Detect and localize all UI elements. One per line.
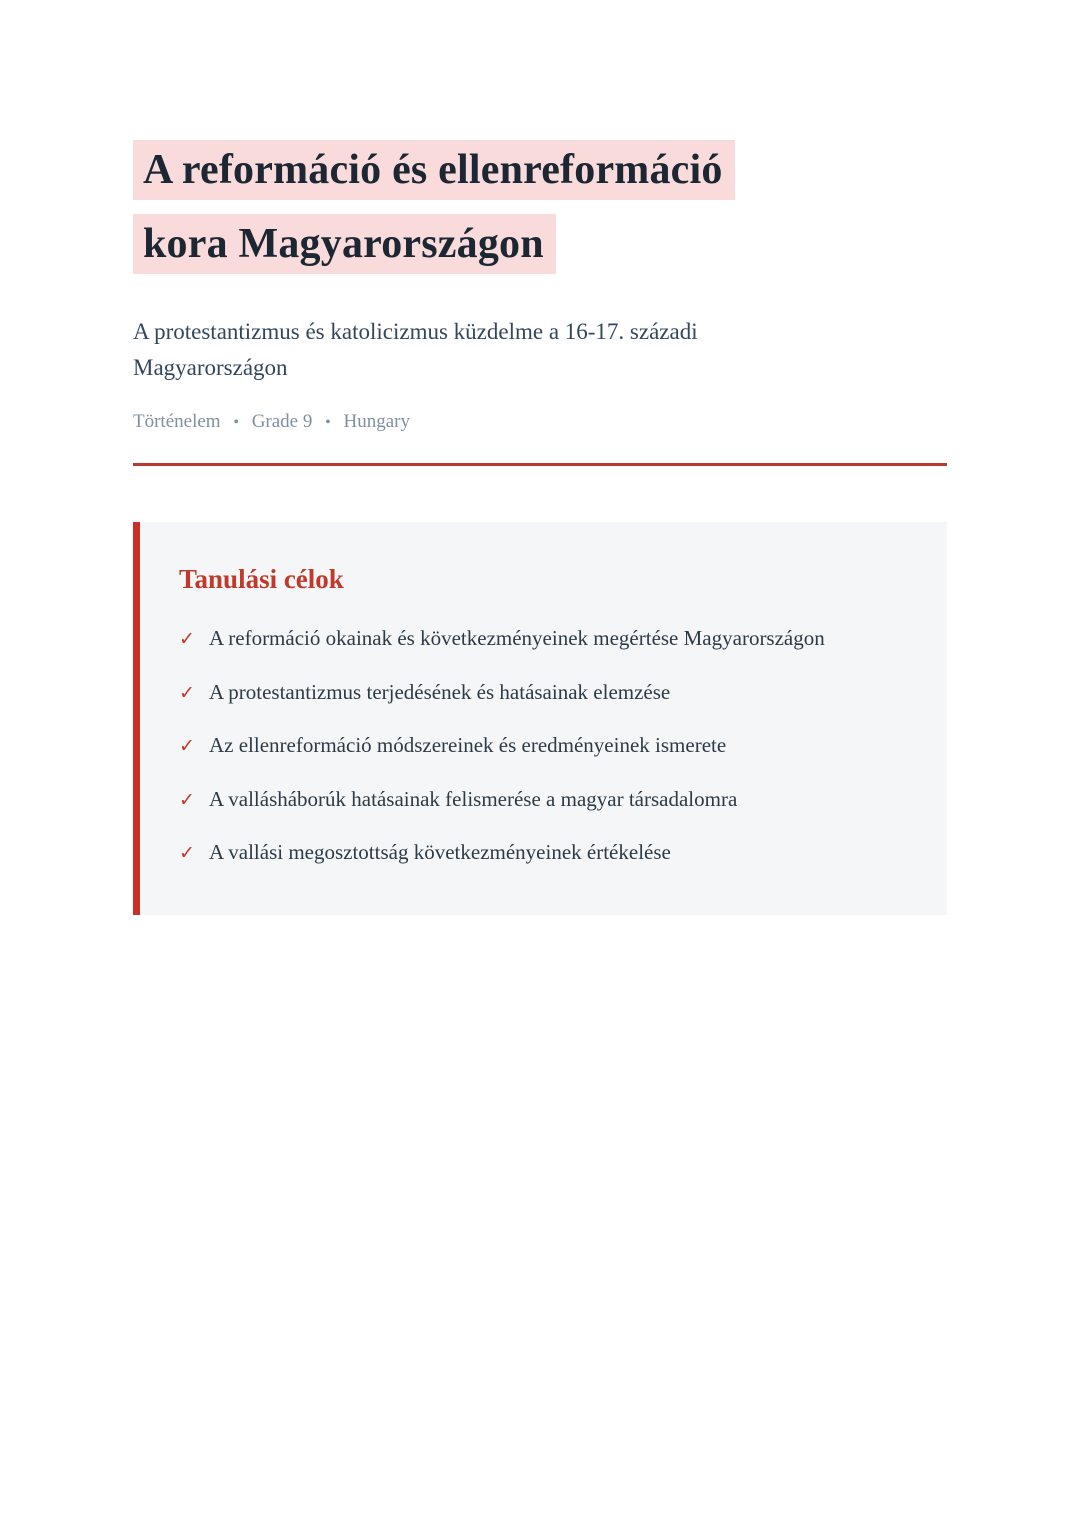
objective-item [179, 730, 901, 762]
checkmark-icon: ✓ [179, 628, 195, 651]
document-header [133, 140, 947, 466]
meta-separator-icon: • [233, 414, 239, 432]
objective-text: A protestantizmus terjedésének és hatásainak elemzése [209, 679, 671, 704]
learning-objectives-card [133, 522, 947, 915]
objective-text: Az ellenreformáció módszereinek és eredményeinek ismerete [209, 733, 727, 758]
header-divider [133, 463, 947, 466]
objective-text: A reformáció okainak és következményeinek megértése Magyarországon [209, 626, 825, 651]
objective-item [179, 623, 901, 655]
meta-country: Hungary [343, 411, 410, 433]
page-meta [133, 411, 947, 433]
checkmark-icon: ✓ [179, 842, 195, 865]
objective-item [179, 784, 901, 816]
checkmark-icon: ✓ [179, 735, 195, 758]
page-title-line2: kora Magyarországon [133, 214, 556, 274]
checkmark-icon: ✓ [179, 681, 195, 704]
objectives-list [179, 623, 901, 869]
objective-item [179, 677, 901, 709]
objective-text: A vallásháborúk hatásainak felismerése a magyar társadalomra [209, 786, 738, 811]
meta-subject: Történelem [133, 411, 221, 433]
objectives-heading: Tanulási célok [179, 564, 344, 595]
page-subtitle: A protestantizmus és katolicizmus küzdelme a 16-17. századi Magyarországon [133, 319, 698, 380]
meta-grade: Grade 9 [251, 411, 313, 433]
meta-separator-icon: • [325, 414, 331, 432]
page-title [133, 140, 947, 288]
checkmark-icon: ✓ [179, 788, 195, 811]
objective-item [179, 837, 901, 869]
page-title-line1: A reformáció és ellenreformáció [133, 140, 735, 200]
objective-text: A vallási megosztottság következményeinek értékelése [209, 840, 671, 865]
